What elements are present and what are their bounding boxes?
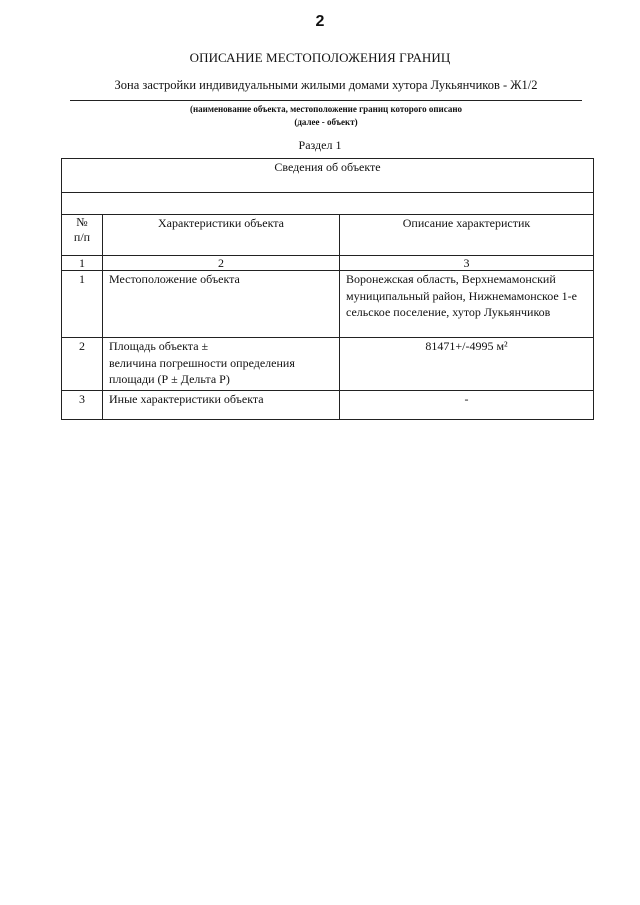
table-title: Сведения об объекте (62, 159, 594, 193)
page-number: 2 (315, 13, 325, 30)
table-index-row (62, 256, 594, 271)
row-characteristic (103, 338, 340, 391)
table-row (62, 391, 594, 420)
table-header-row (62, 215, 594, 256)
header-characteristics: Характеристики объекта (103, 215, 340, 256)
object-name-underline (70, 100, 582, 101)
row-characteristic: Иные характеристики объекта (103, 391, 340, 420)
row-description: - (340, 391, 594, 420)
table-title-row (62, 159, 594, 193)
section-label: Раздел 1 (298, 138, 342, 152)
row-description: 81471+/-4995 м² (340, 338, 594, 391)
row-characteristic-line-2: величина погрешности определения площади (Р ± Дельта Р) (109, 355, 295, 386)
row-num: 2 (62, 338, 103, 391)
table-gap-cell (62, 193, 594, 215)
header-num-line-2: п/п (73, 230, 91, 244)
header-num-line-1: № (76, 215, 88, 229)
index-cell: 3 (340, 256, 594, 271)
object-caption-line-2: (далее - объект) (294, 117, 358, 127)
row-num: 1 (62, 271, 103, 338)
object-caption-line-1: (наименование объекта, местоположение границ которого описано (189, 104, 463, 114)
row-num: 3 (62, 391, 103, 420)
header-description: Описание характеристик (340, 215, 594, 256)
object-caption (70, 103, 582, 129)
document-title: ОПИСАНИЕ МЕСТОПОЛОЖЕНИЯ ГРАНИЦ (189, 50, 451, 65)
object-info-table (61, 158, 594, 420)
table-gap-row (62, 193, 594, 215)
object-name: Зона застройки индивидуальными жилыми домами хутора Лукьянчиков - Ж1/2 (114, 78, 538, 92)
table-row (62, 271, 594, 338)
row-description: Воронежская область, Верхнемамонский муниципальный район, Нижнемамонское 1-е сельское поселение, хутор Лукьянчиков (340, 271, 594, 338)
index-cell: 2 (103, 256, 340, 271)
table-row (62, 338, 594, 391)
row-characteristic-line-1: Площадь объекта ± (109, 339, 209, 353)
index-cell: 1 (62, 256, 103, 271)
header-num (62, 215, 103, 256)
row-characteristic: Местоположение объекта (103, 271, 340, 338)
